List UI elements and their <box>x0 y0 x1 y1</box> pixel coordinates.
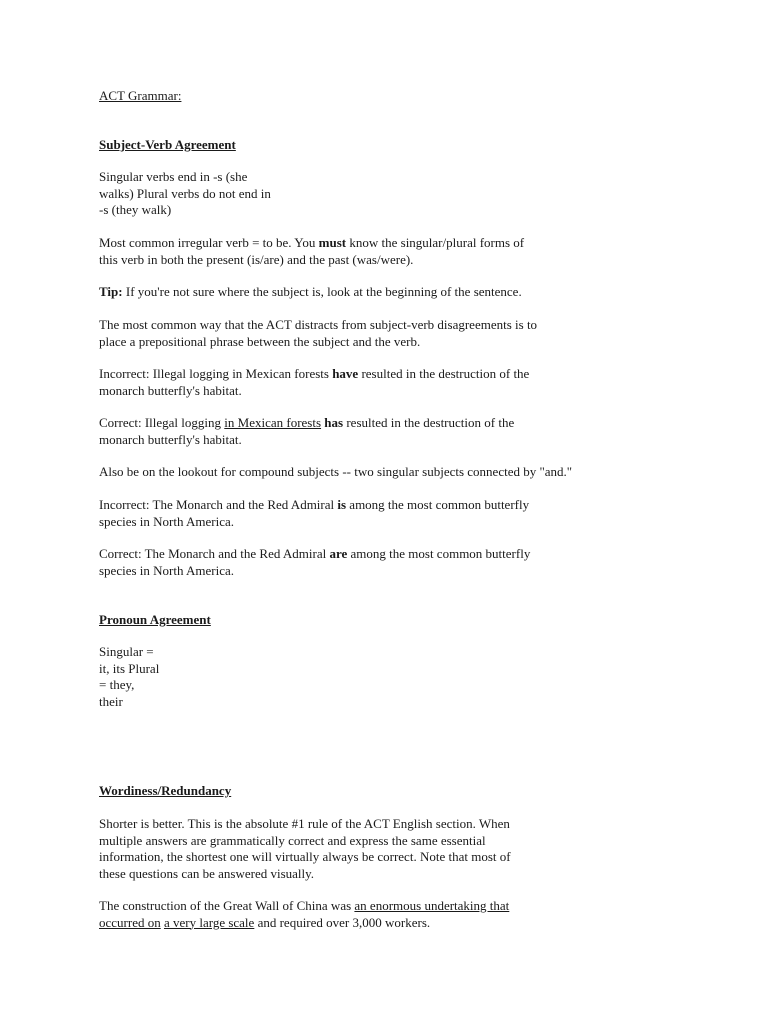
text-line: -s (they walk) <box>99 202 172 217</box>
text-line: = they, <box>99 677 135 692</box>
section-heading-wordiness: Wordiness/Redundancy <box>99 783 232 798</box>
section-heading-subject-verb: Subject-Verb Agreement <box>99 137 236 152</box>
text-line: The most common way that the ACT distracts from subject-verb disagreements is to <box>99 317 538 332</box>
text-run: among the most common butterfly <box>346 497 530 512</box>
text-line: Shorter is better. This is the absolute #1 rule of the ACT English section. When <box>99 816 510 831</box>
text-run: Correct: The Monarch and the Red Admiral <box>99 546 330 561</box>
example-correct-2 <box>99 546 530 579</box>
text-run: Incorrect: Illegal logging in Mexican forests <box>99 366 333 381</box>
example-great-wall <box>99 898 509 931</box>
underlined-phrase: occurred on <box>99 914 161 930</box>
text-run: among the most common butterfly <box>347 546 531 561</box>
emphasis-verb: is <box>337 497 347 512</box>
paragraph-singular-verbs <box>99 169 271 219</box>
paragraph-shorter-is-better <box>99 816 511 882</box>
paragraph-compound-subjects: Also be on the lookout for compound subjects -- two singular subjects connected by "and." <box>99 464 573 479</box>
text-line: their <box>99 693 123 709</box>
emphasis-must: must <box>318 235 347 250</box>
text-line: information, the shortest one will virtually always be correct. Note that most of <box>99 849 511 864</box>
emphasis-verb: have <box>332 366 359 381</box>
paragraph-tip <box>99 284 522 301</box>
text-line: monarch butterfly's habitat. <box>99 382 242 398</box>
text-run: and required over 3,000 workers. <box>254 914 431 930</box>
text-line: this verb in both the present (is/are) and the past (was/were). <box>99 251 414 267</box>
tip-label: Tip: <box>99 284 123 299</box>
text-run: Correct: Illegal logging <box>99 415 225 430</box>
underlined-phrase: in Mexican forests <box>224 415 322 430</box>
paragraph-pronoun-forms <box>99 644 159 710</box>
text-line: Singular verbs end in -s (she <box>99 169 248 184</box>
text-run: The construction of the Great Wall of China was <box>99 898 355 913</box>
paragraph-irregular-verb <box>99 235 524 268</box>
emphasis-verb: are <box>329 546 348 561</box>
text-line: monarch butterfly's habitat. <box>99 431 242 447</box>
text-line: species in North America. <box>99 562 235 578</box>
text-line: multiple answers are grammatically correct and express the same essential <box>99 832 486 848</box>
example-incorrect-1 <box>99 366 529 399</box>
example-incorrect-2 <box>99 497 529 530</box>
text-line: walks) Plural verbs do not end in <box>99 185 271 201</box>
underlined-phrase: an enormous undertaking that <box>354 898 510 913</box>
text-line: Singular = <box>99 644 154 659</box>
underlined-phrase: a very large scale <box>163 914 255 930</box>
text-run: Incorrect: The Monarch and the Red Admiral <box>99 497 338 512</box>
paragraph-prepositional <box>99 317 537 350</box>
text-run: know the singular/plural forms of <box>346 235 525 250</box>
section-heading-pronoun: Pronoun Agreement <box>99 612 211 627</box>
document-title: ACT Grammar: <box>99 88 182 103</box>
text-run: resulted in the destruction of the <box>358 366 530 381</box>
emphasis-verb: has <box>324 415 344 430</box>
text-run: Most common irregular verb = to be. You <box>99 235 319 250</box>
example-correct-1 <box>99 415 514 448</box>
text-run: If you're not sure where the subject is, look at the beginning of the sentence. <box>122 284 522 299</box>
text-line: it, its Plural <box>99 660 160 676</box>
text-run: resulted in the destruction of the <box>343 415 515 430</box>
text-line: these questions can be answered visually. <box>99 865 315 881</box>
text-line: place a prepositional phrase between the subject and the verb. <box>99 333 421 349</box>
text-line: species in North America. <box>99 513 235 529</box>
